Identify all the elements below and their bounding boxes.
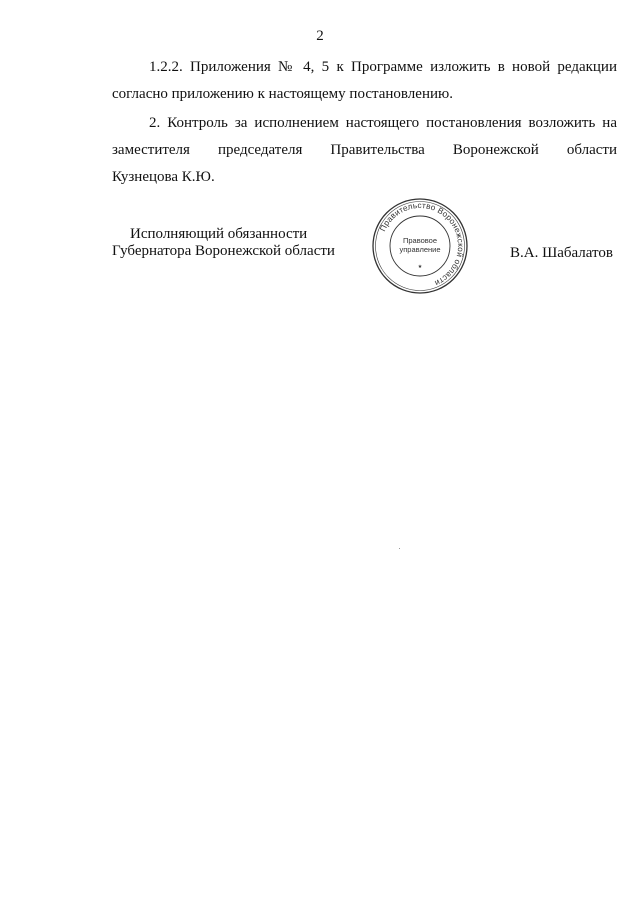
signatory-role	[112, 226, 335, 260]
signatory-name: В.А. Шабалатов	[510, 245, 613, 261]
paragraph-2-line-3: Кузнецова К.Ю.	[112, 169, 215, 185]
paragraph-2-line-1: 2. Контроль за исполнением настоящего постановления возложить на	[149, 115, 617, 131]
scan-speck	[399, 548, 400, 549]
stamp-center-line-1: Правовое	[402, 236, 438, 245]
stamp-center-line-2: управление	[399, 245, 441, 254]
signatory-role-line-2: Губернатора Воронежской области	[112, 243, 335, 259]
paragraph-2	[112, 110, 617, 191]
stamp-ring-text: Правительство Воронежской области	[378, 200, 466, 288]
paragraph-1	[112, 54, 617, 108]
stamp-star-icon: ★	[417, 264, 423, 270]
paragraph-2-line-2: заместителя председателя Правительства Воронежской области	[112, 142, 617, 158]
page-number: 2	[316, 28, 324, 44]
paragraph-1-line-2: согласно приложению к настоящему постановлению.	[112, 86, 453, 102]
document-body	[112, 54, 617, 193]
paragraph-1-line-1: 1.2.2. Приложения № 4, 5 к Программе изложить в новой редакции	[149, 59, 617, 75]
official-stamp-seal	[370, 196, 470, 296]
signatory-role-line-1: Исполняющий обязанности	[130, 226, 308, 242]
